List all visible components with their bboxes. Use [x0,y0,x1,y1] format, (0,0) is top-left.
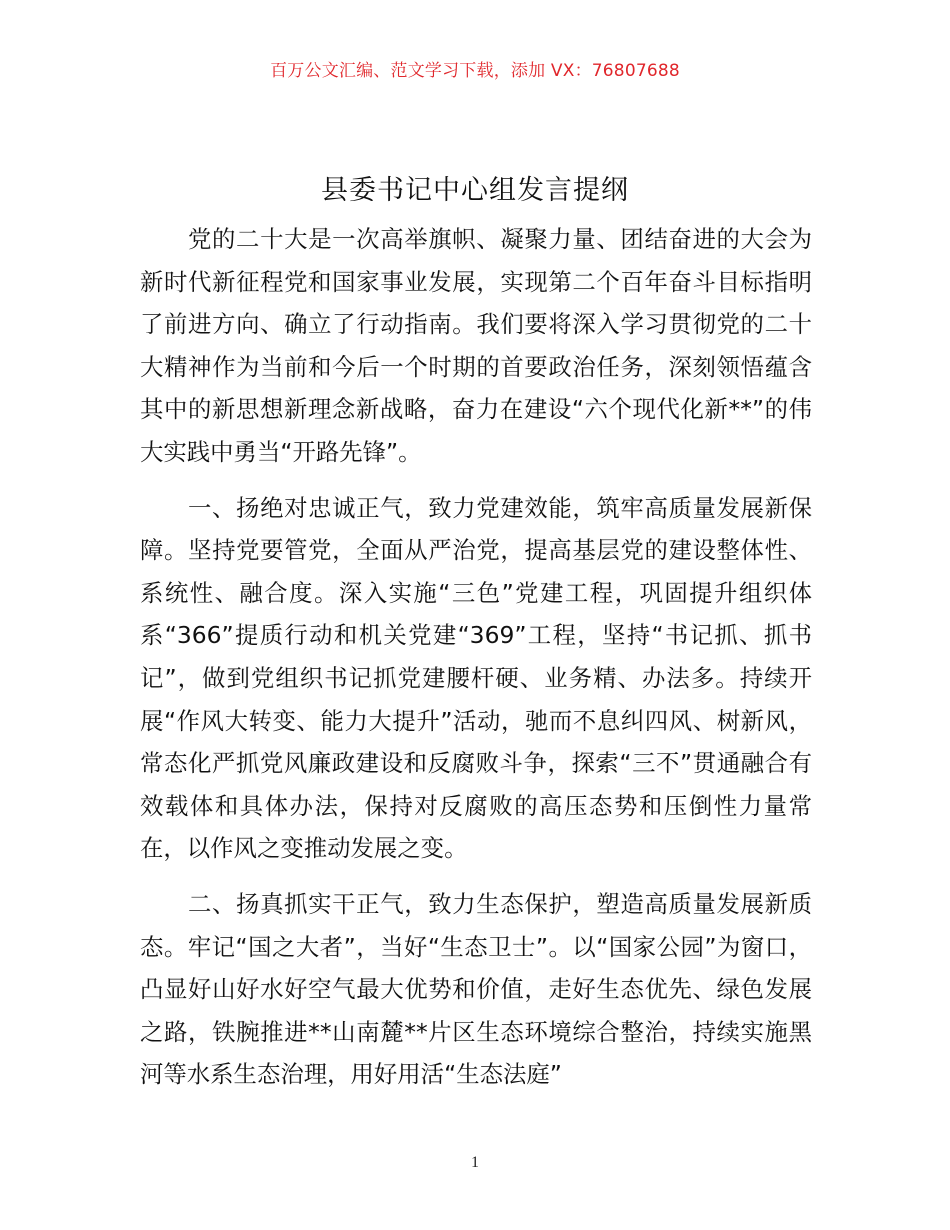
paragraph-intro: 党的二十大是一次高举旗帜、凝聚力量、团结奋进的大会为新时代新征程党和国家事业发展，实现第二个百年奋斗目标指明了前进方向、确立了行动指南。我们要将深入学习贯彻党的二十大精神作为当前和今后一个时期的首要政治任务，深刻领悟蕴含其中的新思想新理念新战略，奋力在建设“六个现代化新**”的伟大实践中勇当“开路先锋”。 [140,225,812,466]
watermark-header: 百万公文汇编、范文学习下载，添加 VX：76807688 [270,61,680,81]
page-number: 1 [471,1154,479,1171]
paragraph-section-2: 二、扬真抓实干正气，致力生态保护，塑造高质量发展新质态。牢记“国之大者”，当好“生态卫士”。以“国家公园”为窗口，凸显好山好水好空气最大优势和价值，走好生态优先、绿色发展之路，铁腕推进**山南麓**片区生态环境综合整治，持续实施黑河等水系生态治理，用好用活“生态法庭” [140,889,812,1089]
document-title: 县委书记中心组发言提纲 [321,175,629,206]
paragraph-section-1: 一、扬绝对忠诚正气，致力党建效能，筑牢高质量发展新保障。坚持党要管党，全面从严治党，提高基层党的建设整体性、系统性、融合度。深入实施“三色”党建工程，巩固提升组织体系“366”提质行动和机关党建“369”工程，坚持“书记抓、抓书记”，做到党组织书记抓党建腰杆硬、业务精、办法多。持续开展“作风大转变、能力大提升”活动，驰而不息纠四风、树新风，常态化严抓党风廉政建设和反腐败斗争，探索“三不”贯通融合有效载体和具体办法，保持对反腐败的高压态势和压倒性力量常在，以作风之变推动发展之变。 [140,493,812,863]
document-body [140,218,812,1096]
